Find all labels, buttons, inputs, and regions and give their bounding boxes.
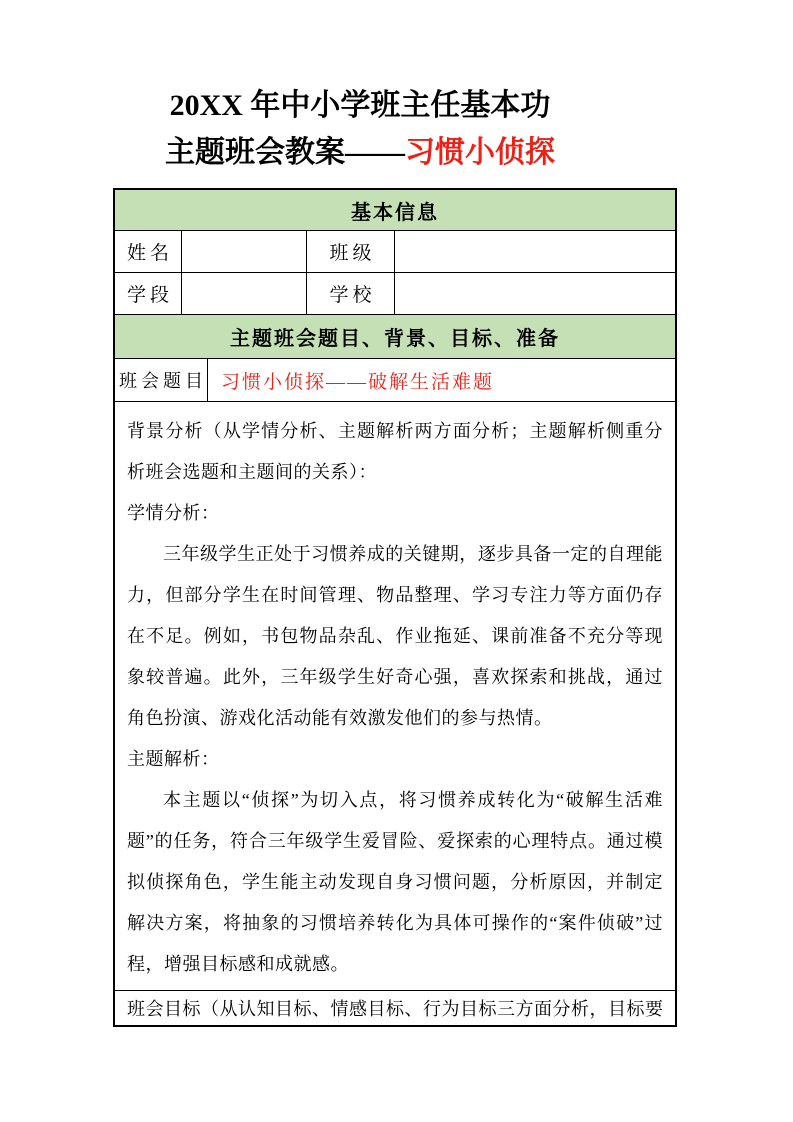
background-intro: 背景分析（从学情分析、主题解析两方面分析；主题解析侧重分析班会选题和主题间的关系）：: [127, 421, 663, 482]
theme-analysis-body: 本主题以“侦探”为切入点，将习惯养成转化为“破解生活难题”的任务，符合三年级学生爱冒险、爱探索的心理特点。通过模拟侦探角色，学生能主动发现自身习惯问题，分析原因，并制定解决方案，将抽象的习惯培养转化为具体可操作的“案件侦破”过程，增强目标感和成就感。: [127, 790, 663, 974]
student-analysis-body: 三年级学生正处于习惯养成的关键期，逐步具备一定的自理能力，但部分学生在时间管理、物品整理、学习专注力等方面仍存在不足。例如，书包物品杂乱、作业拖延、课前准备不充分等现象较普遍。此外，三年级学生好奇心强，喜欢探索和挑战，通过角色扮演、游戏化活动能有效激发他们的参与热情。: [127, 544, 663, 728]
document-title-line1: 20XX 年中小学班主任基本功: [169, 89, 551, 122]
section-header-row: [115, 314, 675, 358]
background-row: [115, 401, 675, 990]
goal-row: [115, 990, 675, 1025]
school-label: 学校: [306, 273, 394, 314]
topic-row: [115, 358, 675, 401]
student-analysis-heading: 学情分析：: [127, 503, 220, 523]
basic-info-header: 基本信息: [351, 201, 439, 224]
basic-info-header-row: [115, 190, 675, 230]
document-title-line2-prefix: 主题班会教案——: [165, 136, 405, 169]
stage-value-cell[interactable]: [181, 273, 306, 314]
school-value-cell[interactable]: [394, 273, 675, 314]
class-label: 班级: [306, 231, 394, 272]
topic-value: 习惯小侦探——破解生活难题: [207, 359, 675, 401]
stage-label: 学段: [126, 285, 173, 306]
document-title-line2: [113, 129, 607, 176]
info-row-stage-school: [115, 272, 675, 314]
topic-label: 班会题目: [119, 371, 207, 391]
info-row-name-class: [115, 230, 675, 272]
name-label: 姓名: [126, 243, 173, 264]
lesson-plan-table: [113, 188, 677, 1027]
document-title-line2-topic: 习惯小侦探: [405, 136, 555, 169]
background-analysis-cell: [115, 402, 675, 990]
document-title: [113, 82, 677, 176]
class-meeting-goal-line: 班会目标（从认知目标、情感目标、行为目标三方面分析，目标要: [127, 999, 664, 1019]
class-value-cell[interactable]: [394, 231, 675, 272]
section-header: 主题班会题目、背景、目标、准备: [230, 328, 560, 350]
theme-analysis-heading: 主题解析：: [127, 749, 220, 769]
name-value-cell[interactable]: [181, 231, 306, 272]
